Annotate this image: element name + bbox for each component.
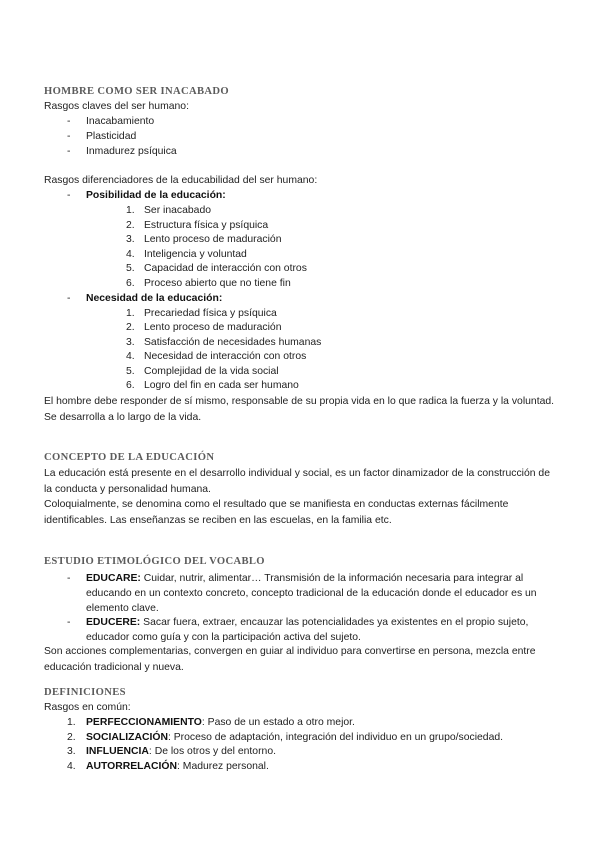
section-title-etimologico: ESTUDIO ETIMOLÓGICO DEL VOCABLO <box>44 556 265 567</box>
necesidad-heading: - Necesidad de la educación: <box>67 293 223 304</box>
etimologico-closing-paragraph: Son acciones complementarias, convergen en guiar al individuo para convertirse en persona, mezcla entre educación tradicional y nueva. <box>44 646 536 673</box>
list-item: 1. Precariedad física y psíquica <box>126 308 277 319</box>
hombre-closing-paragraph: El hombre debe responder de sí mismo, responsable de su propia vida en lo que radica la fuerza y la voluntad. Se desarrolla a lo largo de la vida. <box>44 396 555 423</box>
list-item: 6. Logro del fin en cada ser humano <box>126 380 299 391</box>
list-item: 5. Complejidad de la vida social <box>126 366 279 377</box>
list-item: - Inacabamiento <box>67 116 155 127</box>
rasgos-claves-label: Rasgos claves del ser humano: <box>44 101 189 112</box>
concepto-paragraph-1: La educación está presente en el desarrollo individual y social, es un factor dinamizador de la construcción de la conducta y personalidad humana. <box>44 468 550 495</box>
list-item: 3. INFLUENCIA: De los otros y del entorno. <box>67 746 276 757</box>
list-item: 1. PERFECCIONAMIENTO: Paso de un estado a otro mejor. <box>67 717 355 728</box>
posibilidad-heading: - Posibilidad de la educación: <box>67 190 226 201</box>
list-item: 2. Estructura física y psíquica <box>126 220 269 231</box>
section-title-hombre: HOMBRE COMO SER INACABADO <box>44 86 230 97</box>
list-item: 4. AUTORRELACIÓN: Madurez personal. <box>67 761 269 772</box>
list-item: - Plasticidad <box>67 131 137 142</box>
section-title-definiciones: DEFINICIONES <box>44 687 126 698</box>
section-title-concepto: CONCEPTO DE LA EDUCACIÓN <box>44 452 215 463</box>
educare-item: - EDUCARE: Cuidar, nutrir, alimentar… Transmisión de la información necesaria para integrar al educando en un contexto concreto, concepto tradicional de la educación donde el educador es un elemento clave. <box>67 573 537 614</box>
list-item: 6. Proceso abierto que no tiene fin <box>126 278 291 289</box>
list-item: 4. Inteligencia y voluntad <box>126 249 247 260</box>
rasgos-comun-label: Rasgos en común: <box>44 702 131 713</box>
list-item: 3. Lento proceso de maduración <box>126 234 282 245</box>
list-item: 1. Ser inacabado <box>126 205 212 216</box>
rasgos-diferenciadores-label: Rasgos diferenciadores de la educabilidad del ser humano: <box>44 175 318 186</box>
list-item: 3. Satisfacción de necesidades humanas <box>126 337 322 348</box>
educere-item: - EDUCERE: Sacar fuera, extraer, encauzar las potencialidades ya existentes en el propio sujeto, educador como guía y con la participación activa del sujeto. <box>67 617 529 643</box>
list-item: 5. Capacidad de interacción con otros <box>126 263 307 274</box>
list-item: 4. Necesidad de interacción con otros <box>126 351 307 362</box>
list-item: 2. Lento proceso de maduración <box>126 322 282 333</box>
list-item: - Inmadurez psíquica <box>67 146 177 157</box>
concepto-paragraph-2: Coloquialmente, se denomina como el resultado que se manifiesta en conductas externas fácilmente identificables. Las enseñanzas se reciben en las escuelas, en la familia etc. <box>44 499 509 526</box>
list-item: 2. SOCIALIZACIÓN: Proceso de adaptación, integración del individuo en un grupo/sociedad. <box>67 732 504 743</box>
